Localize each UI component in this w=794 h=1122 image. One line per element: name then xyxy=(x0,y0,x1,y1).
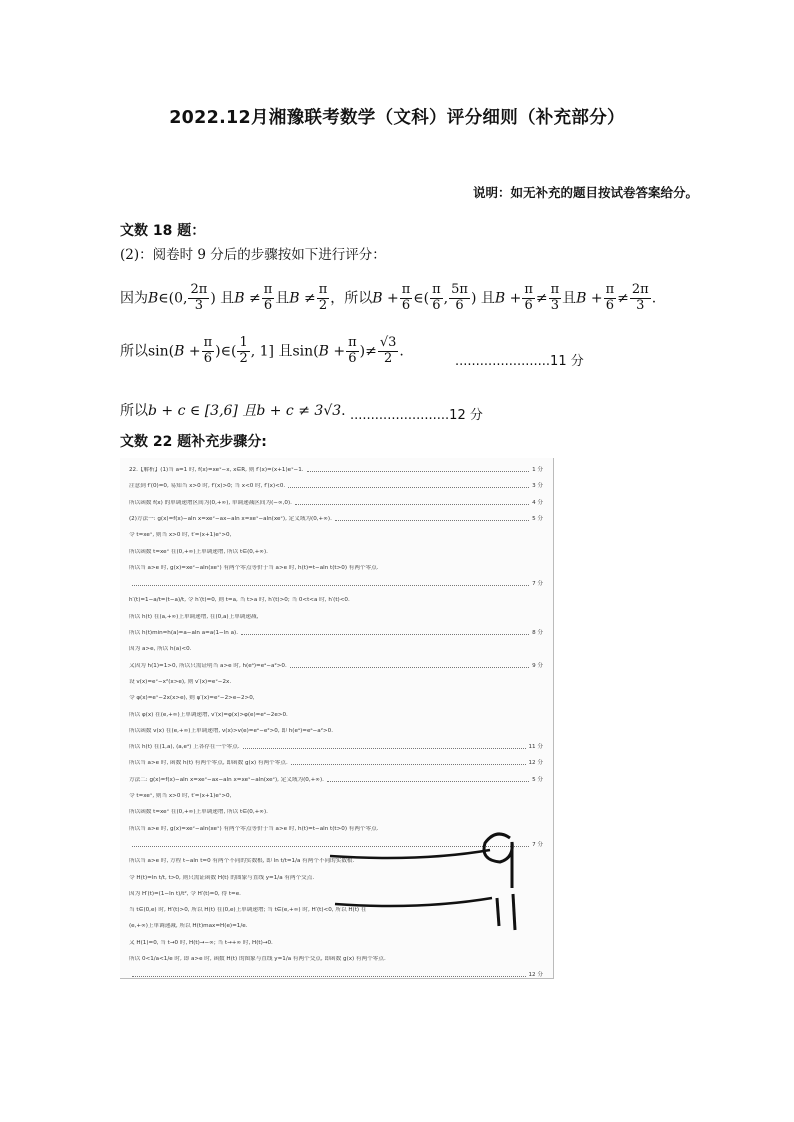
scan-line-text: (2)方法一: g(x)=f(x)−aln x=xeˣ−ax−aln x=xeˣ−aln(xeˣ), 定义域为(0,+∞). xyxy=(129,515,332,522)
fraction xyxy=(202,336,215,367)
text: . xyxy=(651,290,657,307)
fraction xyxy=(630,283,651,314)
fraction xyxy=(430,283,443,314)
scan-line-score: 8 分 xyxy=(532,630,543,636)
scan-line-text: 所以函数 v(x) 在(e,+∞)上单调递增, v(x)>v(e)=eᵉ−e²>0, 即 h(eᵃ)=eᵃ−a²>0. xyxy=(129,727,334,734)
text: 因为 xyxy=(120,290,148,307)
denominator: 3 xyxy=(550,297,560,313)
denominator: 2 xyxy=(383,350,393,366)
fraction xyxy=(346,336,359,367)
denominator: 3 xyxy=(194,297,204,313)
numerator: π xyxy=(550,282,560,297)
scan-line-text: 令 H(t)=ln t/t, t>0, 则只需证函数 H(t) 的图象与直线 y=1/a 有两个交点. xyxy=(129,874,315,881)
scan-line-text: 所以当 a>e 时, g(x)=xeˣ−aln(xeˣ) 有两个零点等价于当 a>e 时, h(t)=t−aln t(t>0) 有两个零点. xyxy=(129,564,379,571)
handwritten-underline-2 xyxy=(335,898,492,906)
fraction xyxy=(188,283,209,314)
text: . xyxy=(399,343,404,360)
fraction xyxy=(522,283,535,314)
scan-line-text: 又因为 h(1)=1>0, 所以只需证明当 a>e 时, h(eᵃ)=eᵃ−a²>0. xyxy=(129,662,287,669)
numerator: π xyxy=(401,282,411,297)
var: B + xyxy=(494,290,522,307)
denominator: 6 xyxy=(455,297,464,313)
q18-subheading: (2)：阅卷时 9 分后的步骤按如下进行评分： xyxy=(120,247,386,263)
scan-line-score: 7 分 xyxy=(532,841,543,848)
scan-line-score: 5 分 xyxy=(532,515,543,522)
denominator: 6 xyxy=(401,297,411,313)
text: ，所以 xyxy=(330,290,373,307)
text: ≠ xyxy=(535,290,548,307)
scan-line-text: 因为 H′(t)=(1−ln t)/t², 令 H′(t)=0, 得 t=e. xyxy=(129,890,241,897)
numerator: π xyxy=(524,282,533,297)
denominator: 6 xyxy=(263,297,273,313)
q18-heading: 文数 18 题： xyxy=(120,223,206,239)
q18-score-11: .......................11 分 xyxy=(455,354,584,369)
text: 所以 xyxy=(120,403,148,419)
scan-line-score: 1 分 xyxy=(532,467,543,473)
page-title: 2022.12月湘豫联考数学（文科）评分细则（补充部分） xyxy=(169,108,625,128)
numerator: 2π xyxy=(190,282,208,297)
scan-line-text: 令 t=xeˣ, 则当 x>0 时, t′=(x+1)eˣ>0, xyxy=(129,532,232,539)
q18-math-line-1 xyxy=(120,283,656,314)
expression: b + c ≠ 3√3 xyxy=(256,403,342,419)
scan-line-text: 所以当 a>e 时, g(x)=xeˣ−aln(xeˣ) 有两个零点等价于当 a>e 时, h(t)=t−aln t(t>0) 有两个零点. xyxy=(129,825,379,832)
scan-line-text: 令 t=xeˣ, 则当 x>0 时, t′=(x+1)eˣ>0, xyxy=(129,793,232,799)
scan-line-text: 22.【解析】(1)当 a=1 时, f(x)=xeˣ−x, x∈R, 则 f′(x)=(x+1)eˣ−1. xyxy=(129,467,304,473)
scan-line-text: 注意到 f′(0)=0, 易知当 x>0 时, f′(x)>0; 当 x<0 时, f′(x)<0. xyxy=(129,483,286,490)
text: ≠ xyxy=(617,290,629,307)
scan-line-score: 11 分 xyxy=(528,744,543,751)
fraction xyxy=(549,283,562,314)
scan-line-text: 所以 h(t) 在(1,a), (a,eᵃ) 上各存在一个零点. xyxy=(129,744,240,751)
fraction xyxy=(604,283,617,314)
fraction xyxy=(317,283,330,314)
text: ∈(0, xyxy=(158,290,188,307)
text: 且 xyxy=(562,290,577,307)
numerator: 5π xyxy=(451,282,468,297)
scan-line-text: 当 t∈(0,e) 时, H′(t)>0, 所以 H(t) 在(0,e)上单调递增; 当 t∈(e,+∞) 时, H′(t)<0, 所以 H(t) 在 xyxy=(129,907,367,914)
scan-line-score: 4 分 xyxy=(532,499,543,506)
scan-line-text: 又 H(1)=0, 当 t→0 时, H(t)→−∞; 当 t→+∞ 时, H(t)→0. xyxy=(129,939,273,946)
q22-scanned-solution xyxy=(120,458,554,979)
fraction xyxy=(400,283,413,314)
text: ) 且 xyxy=(210,290,235,307)
q18-score-12: ........................12 分 xyxy=(350,408,483,423)
scan-line-text: 所以 h(t) 在(a,+∞)上单调递增, 在(0,a)上单调递减, xyxy=(129,613,259,620)
scan-line-text: 所以 h(t)min=h(a)=a−aln a=a(1−ln a). xyxy=(129,630,238,636)
numerator: √3 xyxy=(379,335,397,350)
var: B ≠ xyxy=(234,290,261,307)
scan-line-text: 因为 a>e, 所以 h(a)<0. xyxy=(129,646,192,653)
var: B ≠ xyxy=(289,290,316,307)
q18-math-line-2 xyxy=(120,336,404,367)
text: )∈( xyxy=(215,343,237,360)
text: 所以sin( xyxy=(120,343,175,360)
numerator: 1 xyxy=(239,335,248,350)
handwritten-digit-9 xyxy=(484,834,512,888)
text: ∈( xyxy=(413,290,430,307)
denominator: 6 xyxy=(348,350,357,366)
numerator: π xyxy=(432,282,441,297)
text: , xyxy=(443,290,449,307)
scan-line-text: 令 φ(x)=eˣ−2x(x>e), 则 φ′(x)=eˣ−2>e−2>0, xyxy=(129,695,255,702)
text: )≠ xyxy=(359,343,377,360)
handwritten-underline-1 xyxy=(330,850,490,858)
scan-line-text: 方法二: g(x)=f(x)−aln x=xeˣ−ax−aln x=xeˣ−aln(xeˣ), 定义域为(0,+∞). xyxy=(129,776,324,783)
numerator: π xyxy=(263,282,273,297)
var: B + xyxy=(372,290,399,307)
text: , 1] 且sin( xyxy=(250,343,319,360)
scan-line-text: h′(t)=1−a/t=(t−a)/t, 令 h′(t)=0, 则 t=a, 当 t>a 时, h′(t)>0; 当 0<t<a 时, h′(t)<0. xyxy=(129,597,350,604)
fraction xyxy=(262,283,275,314)
denominator: 6 xyxy=(432,297,441,313)
numerator: π xyxy=(605,282,615,297)
scan-line-text: 所以函数 f(x) 的单调递增区间为(0,+∞), 单调递减区间为(−∞,0). xyxy=(129,499,292,506)
denominator: 6 xyxy=(524,297,533,313)
denominator: 6 xyxy=(605,297,615,313)
text: 且 xyxy=(275,290,290,307)
scan-line-score: 5 分 xyxy=(532,776,543,783)
scan-line-score: 12 分 xyxy=(528,760,543,767)
scan-line-score: 7 分 xyxy=(532,581,543,588)
handwritten-digit-1a xyxy=(497,898,499,926)
denominator: 3 xyxy=(636,297,645,313)
scan-line-text: 所以函数 t=xeˣ 在(0,+∞)上单调递增, 所以 t∈(0,+∞). xyxy=(129,548,268,555)
text: . xyxy=(341,403,346,419)
denominator: 2 xyxy=(318,297,328,313)
denominator: 2 xyxy=(239,350,248,366)
scan-line-text: (e,+∞)上单调递减, 所以 H(t)max=H(e)=1/e. xyxy=(129,923,248,930)
scan-line-text: 所以当 a>e 时, 函数 h(t) 有两个零点, 即函数 g(x) 有两个零点. xyxy=(129,760,288,767)
scan-line-text: 所以当 a>e 时, 方程 t−aln t=0 有两个不同的实数根, 即 ln t/t=1/a 有两个不同的实数根. xyxy=(129,858,355,865)
handwritten-marks xyxy=(120,458,553,978)
var: B + xyxy=(318,343,346,360)
scan-line-score: 3 分 xyxy=(532,483,543,490)
var: B + xyxy=(174,343,201,360)
scan-line-text: 所以函数 t=xeˣ 在(0,+∞)上单调递增, 所以 t∈(0,+∞). xyxy=(129,809,268,816)
denominator: 6 xyxy=(203,350,213,366)
text: ) 且 xyxy=(470,290,495,307)
scan-line-text: 所以 φ(x) 在(e,+∞)上单调递增, v′(x)=φ(x)>φ(e)=eᵉ−2e>0. xyxy=(129,711,288,718)
numerator: π xyxy=(318,282,328,297)
handwritten-digit-1b xyxy=(513,894,515,930)
numerator: 2π xyxy=(631,282,649,297)
expression: b + c ∈ [3,6] 且 xyxy=(148,403,257,419)
scan-line-score: 12 分 xyxy=(528,972,543,979)
q22-heading: 文数 22 题补充步骤分: xyxy=(120,434,267,450)
q18-math-line-3 xyxy=(120,400,346,420)
fraction xyxy=(237,336,249,367)
var: B + xyxy=(576,290,603,307)
numerator: π xyxy=(348,335,357,350)
fraction xyxy=(449,283,470,314)
var: B xyxy=(148,290,159,307)
grading-note: 说明：如无补充的题目按试卷答案给分。 xyxy=(472,185,698,200)
scan-line-text: 设 v(x)=eˣ−x²(x>e), 则 v′(x)=eˣ−2x. xyxy=(129,678,232,685)
fraction xyxy=(378,336,399,367)
numerator: π xyxy=(203,335,213,350)
scan-line-score: 9 分 xyxy=(532,662,543,669)
scan-line-text: 所以 0<1/a<1/e 时, 即 a>e 时, 函数 H(t) 的图象与直线 y=1/a 有两个交点, 即函数 g(x) 有两个零点. xyxy=(129,956,386,962)
